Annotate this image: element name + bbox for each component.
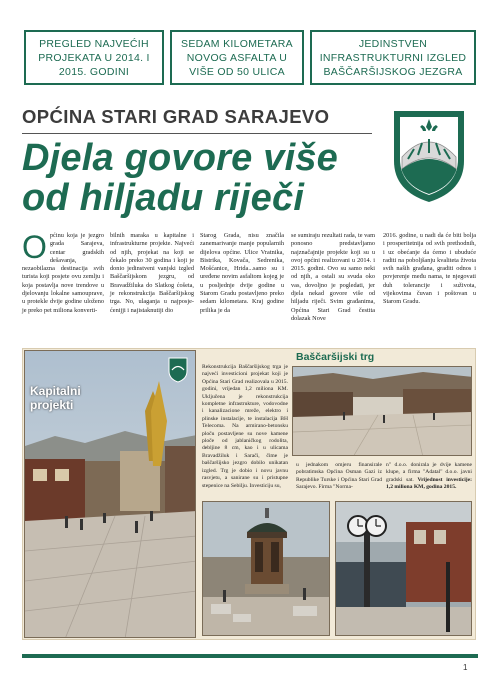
municipality-crest-logo — [392, 109, 466, 204]
page-number: 1 — [463, 663, 468, 672]
bascarsija-text-2: u jednakom omjeru finansirale pobratimska Općina Osman Gazi iz Republike Turske i Općina Stari Grad Sarajevo. Firma "Norma- — [296, 462, 382, 491]
footer-rule — [22, 654, 478, 658]
teaser-box-1[interactable] — [24, 30, 164, 85]
teaser-box-3[interactable] — [310, 30, 476, 85]
article-text: 2016. godine, u nadi da će biti bolja i prosperitetnija od svih prethodnih, i uz obećanje da ćemo i ubuduće raditi na poboljšanju kvaliteta života svih naših građana, graditi odnos i povjerenje među nama, te njegovati duh tolerancije i suživota, vijekovima čuvan i poštovan u Starom Gradu. — [383, 232, 476, 306]
article-column-3 — [200, 232, 284, 315]
teaser-label: JEDINSTVEN INFRASTRUKTURNI IZGLED BAŠČARŠIJSKOG JEZGRA — [319, 37, 467, 78]
kicker-title: OPĆINA STARI GRAD SARAJEVO — [22, 106, 330, 127]
kicker-divider — [22, 133, 372, 134]
drop-cap: O — [22, 229, 47, 265]
article-column-5 — [383, 232, 476, 307]
article-column-1 — [22, 229, 104, 315]
article-text: pćinu koja je jezgro grada Sarajeva, centar gradskih dešavanja, nezaobilazna destinacija svih turista koji posjete ovu zemlju i koja postavlja nove trendove u djelovanju lokalne samouprave, u protekle dvije godine uloženo je preko pet miliona konverti- — [22, 232, 104, 314]
bascarsija-text-3-plain: n" d.o.o. donirala je dvije kamene klupe, a firma "Adatal" d.o.o. javni gradski sat. — [386, 462, 472, 483]
headline-line-1: Djela govore više — [22, 137, 338, 179]
teaser-label: SEDAM KILOMETARA NOVOG ASFALTA U VIŠE OD 50 ULICA — [181, 37, 293, 78]
investment-value: Vrijednost investicije: 1,2 miliona KM, godina 2015. — [386, 476, 472, 491]
clock-tram-photo — [335, 501, 472, 636]
article-text: se sumiraju rezultati rada, te vam ponosno predstavljamo najznačajnije projekte koji su u ovoj općini realizovani u 2014. i 2015. godini. Ovo su samo neki od njih, a ostali su svuda oko vas, dovoljno je pogledati, jer djela nekad govore više od hiljadu riječi. Svim građanima, Općina Stari Grad čestita dolazak Nove — [291, 232, 375, 322]
teaser-box-2[interactable] — [170, 30, 304, 85]
article-text: bilnih maraka u kapitalne i infrastrukturne projekte. Najveći od njih, projekat na koji se čekalo preko 30 godina i koji je donio jedinstveni vanjski izgled Baščaršijskom jezgru, od Bravadžiluka do Slatkog ćošeta, je rekonstrukcija Baščaršijskog trga. No, ulaganja u najposje-ćenijji i najistaknutiji dio — [110, 232, 194, 314]
square-overview-photo — [292, 366, 472, 456]
article-column-4 — [291, 232, 375, 323]
kapitalni-projekti-title: Kapitalni projekti — [30, 384, 81, 412]
crest-mini-logo — [168, 357, 188, 383]
bascarsija-text-1: Rekonstrukcija Baščaršijskog trga je najveći investicioni projekat koji je Općina Stari Grad realizovala u 2015. godini, vrijedan 1,2 miliona KM. Uključena je rekonstrukcija kompletne infrastrukture, vodovodne i kanalizacione mreže, elektro i plinske instalacije, te instalacija BH Telecoma. Na armirano-betonsku ploču postavljene su nove kamene ploče od jablaničkog rodolita, debljine 8 cm, kao i u ulicama Bravadžiluk i Sarači, čime je baščaršijsko jezgro dobilo unikatan izgled. Trg je dobio i novu javnu rasvjetu, a sanirane su i pristupne stepenice na Sebilju. Investiciju su, — [202, 364, 288, 489]
teaser-label: PREGLED NAJVEĆIH PROJEKATA U 2014. I 2015. GODINI — [38, 37, 150, 78]
bascarsijski-trg-title: Baščaršijski trg — [296, 351, 375, 363]
sebilj-photo — [202, 501, 330, 636]
headline-line-2: od hiljadu riječi — [22, 177, 305, 219]
headline — [22, 138, 382, 218]
bascarsija-text-3 — [386, 462, 472, 492]
article-column-2 — [110, 232, 194, 315]
article-text: Starog Grada, nisu značila zanemarivanje manje popularnih dijelova općine. Ulice Vratnika, Bistrika, Kovača, Sedrenika, Mošćanice, Hrida...samo su i uređene novim asfaltom kojeg je u posljednje dvije godine u Starom Gradu postavljeno preko sedam kilometara. Kraj godine prilika je da — [200, 232, 284, 314]
